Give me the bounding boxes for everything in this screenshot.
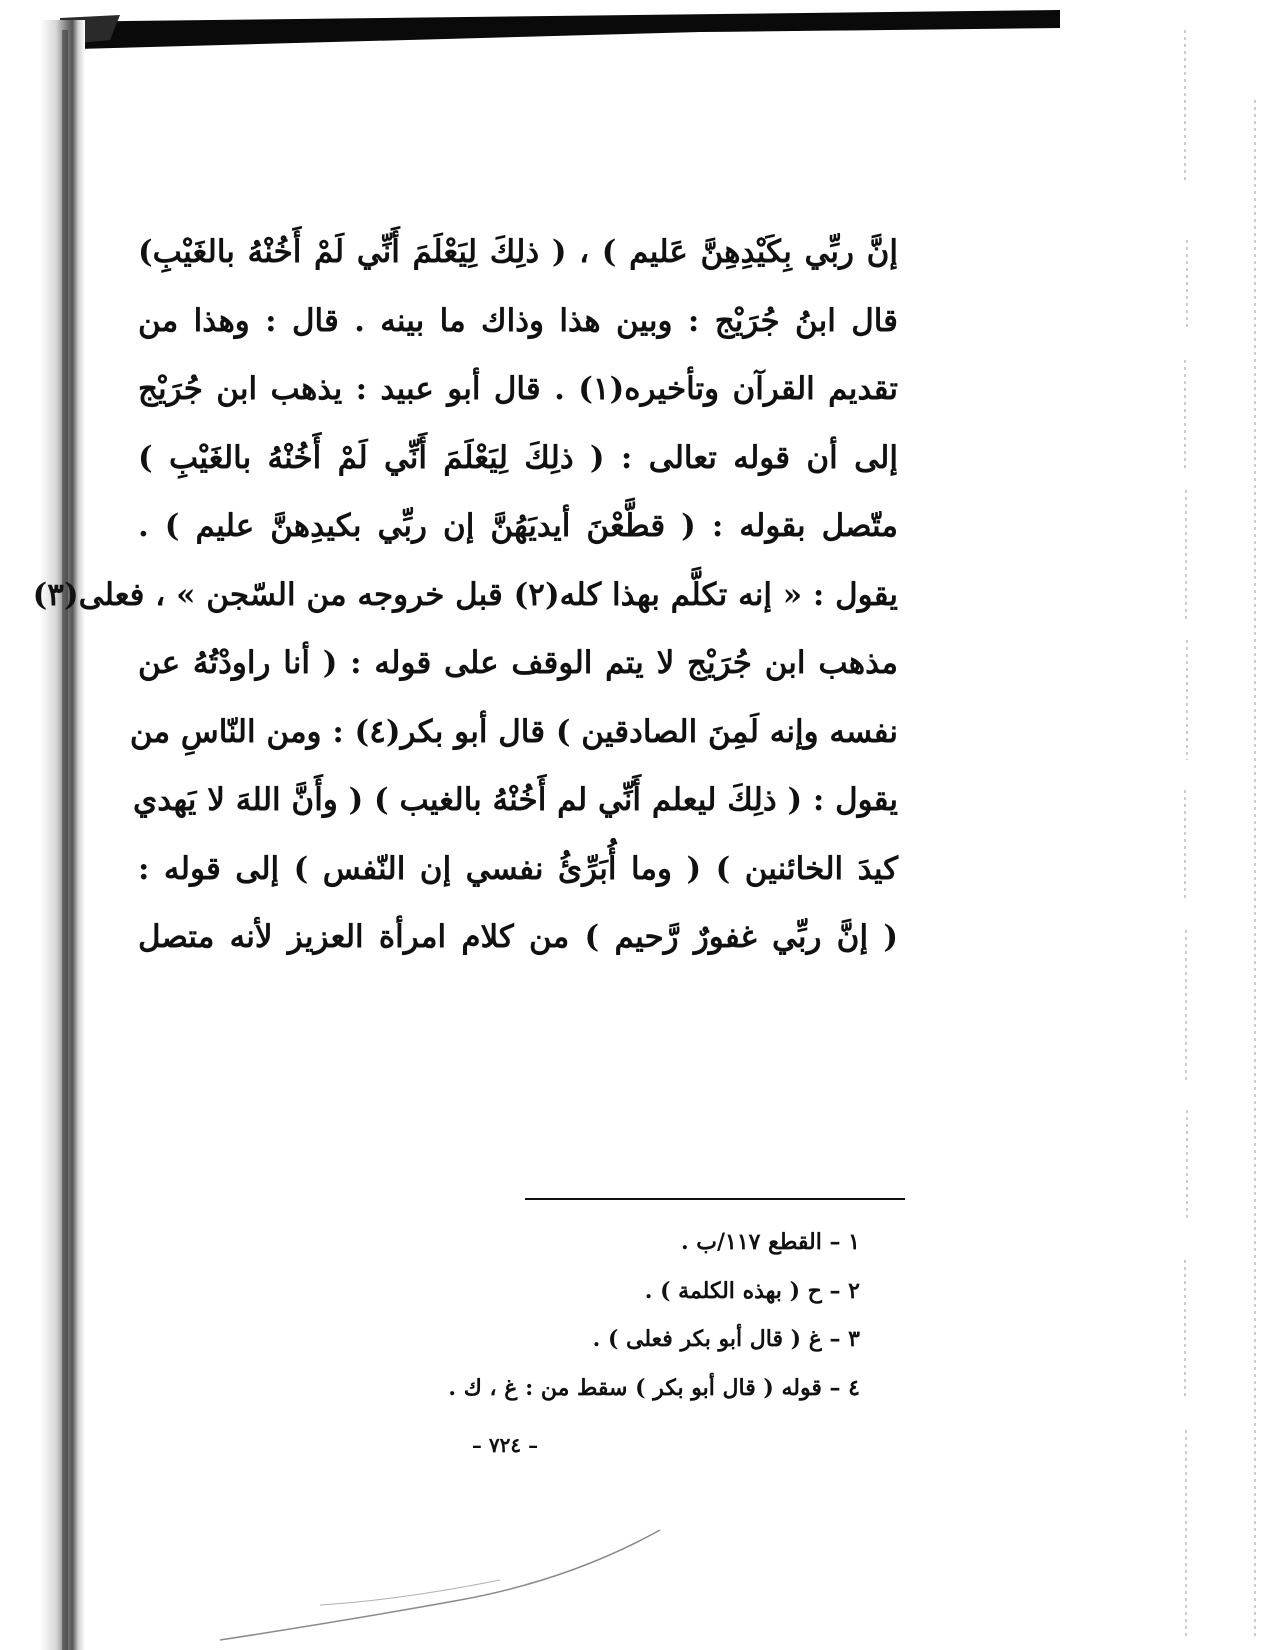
body-line: تقديم القرآن وتأخيره(١) . قال أبو عبيد : يذهب ابن جُرَيْج	[138, 371, 898, 407]
left-edge-shadow	[0, 0, 95, 1650]
footnote-divider	[525, 1198, 905, 1200]
body-line: نفسه وإنه لَمِنَ الصادقين ) قال أبو بكر(٤) : ومن النّاسِ من	[129, 713, 898, 750]
body-line: يقول : ( ذلِكَ ليعلم أَنِّي لم أَخُنْهُ بالغيب ) ( وأَنَّ اللهَ لا يَهدي	[132, 782, 898, 818]
footnotes	[360, 1218, 860, 1412]
body-line: كيدَ الخائنين ) ( وما أُبَرِّئُ نفسي إن النّفس ) إلى قوله :	[138, 850, 898, 887]
body-line: مذهب ابن جُرَيْج لا يتم الوقف على قوله : ( أنا راودْتُهُ عن	[138, 645, 898, 681]
body-text	[32, 218, 898, 972]
body-line: متّصل بقوله : ( قطَّعْنَ أيديَهُنَّ إن ربِّي بكيدِهنَّ عليم ) .	[138, 508, 898, 544]
footnote-item: ٢ – ح ( بهذه الكلمة ) .	[644, 1277, 860, 1304]
body-line: قال ابنُ جُرَيْج : وبين هذا وذاك ما بينه . قال : وهذا من	[138, 302, 898, 339]
body-line: ( إنَّ ربِّي غفورٌ رَّحيم ) من كلام امرأة العزيز لأنه متصل	[138, 919, 898, 955]
right-edge-bleed	[1135, 0, 1275, 1650]
bottom-scan-scratch	[200, 1500, 700, 1650]
body-line: إنَّ ربِّي بِكَيْدِهِنَّ عَليم ) ، ( ذلِكَ لِيَعْلَمَ أَنِّي لَمْ أَخُنْهُ بالغَيْبِ)	[138, 234, 898, 270]
page-number: – ٧٢٤ –	[471, 1433, 539, 1457]
top-edge-shadow	[0, 0, 1275, 60]
footnote-item: ٤ – قوله ( قال أبو بكر ) سقط من : غ ، ك .	[448, 1374, 860, 1401]
body-line: يقول : « إنه تكلَّم بهذا كله(٢) قبل خروجه من السّجن » ، فعلى(٣)	[32, 576, 898, 613]
body-line: إلى أن قوله تعالى : ( ذلِكَ لِيَعْلَمَ أَنِّي لَمْ أَخُنْهُ بالغَيْبِ )	[138, 439, 898, 476]
footnote-item: ١ – القطع ١١٧/ب .	[680, 1229, 860, 1255]
footnote-item: ٣ – غ ( قال أبو بكر فعلى ) .	[592, 1326, 860, 1352]
